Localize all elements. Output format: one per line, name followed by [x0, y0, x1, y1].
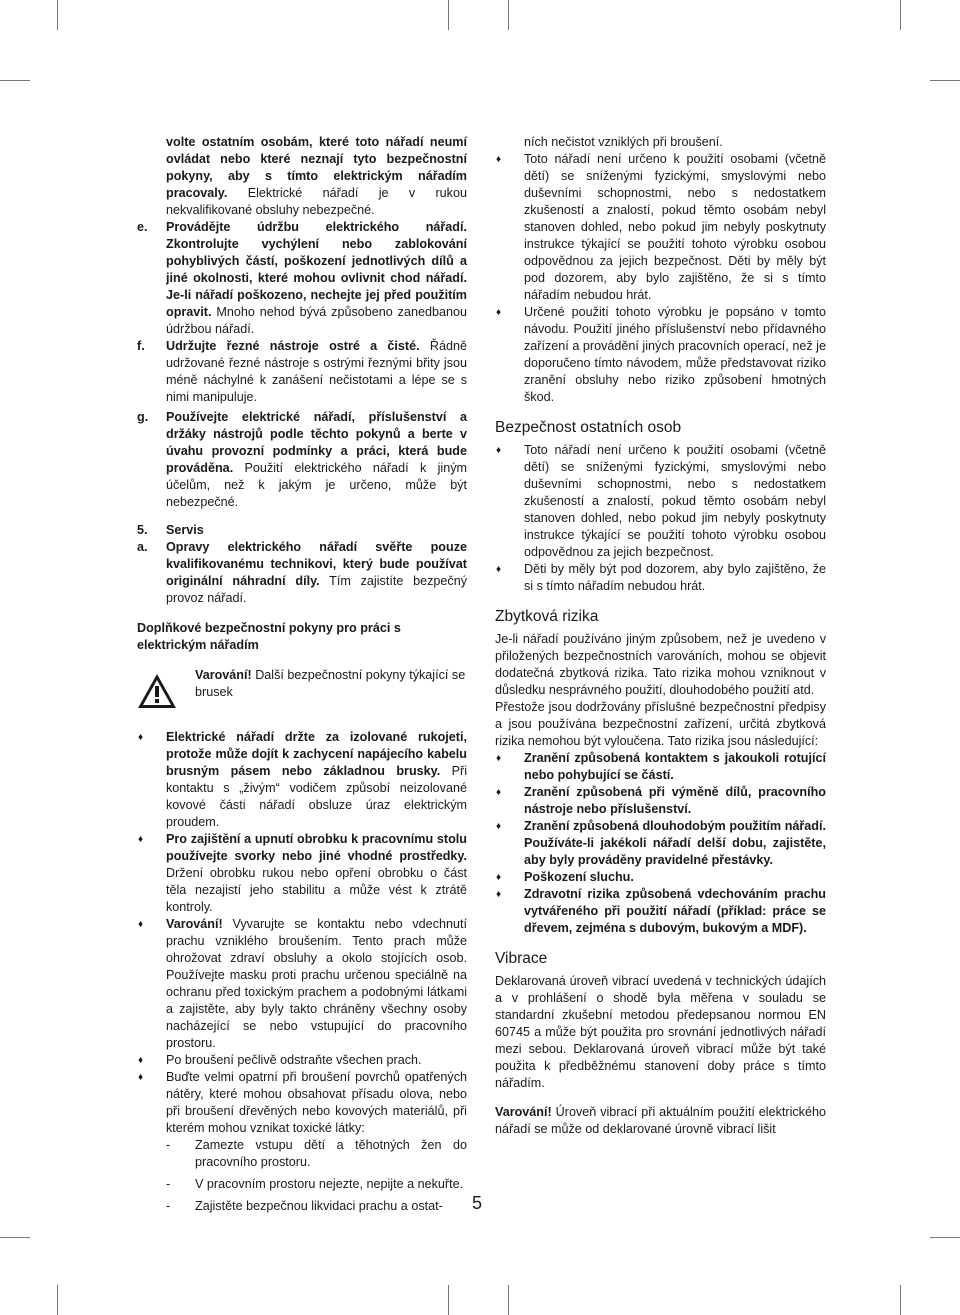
list-item-e [137, 219, 467, 338]
diamond-bullet-icon: ♦ [138, 834, 144, 845]
text-run: Varování! [195, 668, 252, 682]
bullet-item [495, 886, 826, 937]
bullet-item [495, 784, 826, 818]
bullet-item [495, 304, 826, 406]
bullet-item [137, 729, 467, 831]
warning-icon [137, 673, 177, 709]
crop-mark [0, 1237, 30, 1238]
dash-marker: - [166, 1199, 171, 1213]
section-servis [137, 522, 467, 539]
text-run: Po broušení pečlivě odstraňte všechen prach. [166, 1053, 422, 1067]
section-title: Servis [166, 523, 204, 537]
text-run: volte ostatním osobám, které toto nářadí neumí ovládat nebo které neznají tyto bezpečnostní pokyny, aby s tímto elektrickým nářadím pracovaly. [166, 135, 467, 200]
page-number: 5 [472, 1193, 483, 1213]
diamond-bullet-icon: ♦ [138, 1055, 144, 1066]
text-run: Tím zajistíte bezpečný provoz nářadí. [166, 574, 467, 605]
diamond-bullet-icon: ♦ [138, 919, 144, 930]
diamond-bullet-icon: ♦ [138, 732, 144, 743]
text-run: Toto nářadí není určeno k použití osobami (včetně dětí) se sníženými fyzickými, smyslovými nebo duševními schopnostmi, nebo s nedostatkem zkušeností a znalostí, pokud těmto osobám nebyl stanoven dohled, nebo pokud jim nebyly poskytnuty instrukce týkající se použití tohoto výrobku osobou odpovědnou za jejich bezpečnost. [524, 443, 826, 559]
text-run: Zranění způsobená při výměně dílů, pracovního nástroje nebo příslušenství. [524, 785, 826, 816]
crop-mark [508, 0, 509, 30]
text-run: Držení obrobku rukou nebo opření obrobku o část těla nezajistí jeho stabilitu a může vést k ztrátě kontroly. [166, 866, 467, 914]
bullet-item [495, 818, 826, 869]
paragraph: Deklarovaná úroveň vibrací uvedená v technických údajích a v prohlášení o shodě byla měřena v souladu se standardní zkušební metodou předepsanou normou EN 60745 a může být použita pro srovnání jednotlivých nářadí mezi sebou. Deklarovaná úroveň vibrací může být také použita k předběžnému stanovení doby práce s tímto nářadím. [495, 974, 826, 1090]
text-run: Úroveň vibrací při aktuálním použití elektrického nářadí se může od deklarované úrovně vibrací lišit [495, 1105, 826, 1136]
crop-mark [57, 0, 58, 30]
text-run: Děti by měly být pod dozorem, aby bylo zajištěno, že si s tímto nářadím nebudou hrát. [524, 562, 826, 593]
text-run: Udržujte řezné nástroje ostré a čisté. [166, 339, 420, 353]
text-run: Zranění způsobená dlouhodobým použitím nářadí. Používáte-li jakékoli nářadí delší dobu, zajistěte, aby byly prováděny pravidelné přestávky. [524, 819, 826, 867]
item-marker: f. [137, 339, 145, 353]
text-run: V pracovním prostoru nejezte, nepijte a nekuřte. [195, 1177, 464, 1191]
crop-mark [508, 1285, 509, 1315]
text-run: Určené použití tohoto výrobku je popsáno v tomto návodu. Použití jiného příslušenství nebo přídavného zařízení a provádění jiných pracovních operací, než je doporučeno tímto návodem, může představovat riziko zranění obsluhy nebo riziko způsobení hmotných škod. [524, 305, 826, 404]
list-item-g [137, 409, 467, 511]
text-run: Toto nářadí není určeno k použití osobami (včetně dětí) se sníženými fyzickými, smyslovými nebo duševními schopnostmi, nebo s nedostatkem zkušeností a znalostí, pokud těmto osobám nebyl stanoven dohled, nebo pokud jim nebyly poskytnuty instrukce týkající se použití tohoto výrobku osobou odpovědnou za jejich bezpečnost. Děti by měly být pod dozorem, aby bylo zajištěno, že si s tímto nářadím nebudou hrát. [524, 152, 826, 302]
crop-mark [930, 80, 960, 81]
text-run: Zranění způsobená kontaktem s jakoukoli rotující nebo pohybující se částí. [524, 751, 826, 782]
diamond-bullet-icon: ♦ [496, 872, 502, 883]
bullet-item [495, 561, 826, 595]
text-run: Zajistěte bezpečnou likvidaci prachu a ostat- [195, 1199, 443, 1213]
section-number: 5. [137, 523, 148, 537]
item-marker: e. [137, 220, 148, 234]
continued-item [137, 134, 467, 219]
continued-text: ních nečistot vzniklých při broušení. [524, 135, 723, 149]
bullet-item [495, 151, 826, 304]
text-run: Elektrické nářadí držte za izolované rukojeti, protože může dojít k zachycení napájecího kabelu brusným pásem nebo základnou brusky. [166, 730, 467, 778]
diamond-bullet-icon: ♦ [496, 889, 502, 900]
text-run: Při kontaktu s „živým“ vodičem způsobí neizolované kovové části nářadí obsluze úraz elektrickým proudem. [166, 764, 468, 829]
list-item-f [137, 338, 467, 406]
text-run: Poškození sluchu. [524, 870, 634, 884]
bullet-item [137, 831, 467, 916]
text-run: Elektrické nářadí je v rukou nekvalifikované obsluhy nebezpečné. [166, 186, 467, 217]
text-run: Vyvarujte se kontaktu nebo vdechnutí prachu vzniklého broušením. Tento prach může ohrožovat zdraví obsluhy a okolo stojících osob. Používejte masku proti prachu určenou speciálně na ochranu před toxickým prachem a podobnými látkami a zajistěte, aby byly takto chráněny všechny osoby nacházející se nebo vstupující do pracovního prostoru. [166, 917, 467, 1050]
crop-mark [57, 1285, 58, 1315]
text-run: Zdravotní rizika způsobená vdechováním prachu vytvářeného při použití nářadí (příklad: práce se dřevem, zejména s dubovým, bukovým a MDF). [524, 887, 826, 935]
text-run: Mnoho nehod bývá způsobeno zanedbanou údržbou nářadí. [166, 305, 467, 336]
bullet-item [495, 750, 826, 784]
diamond-bullet-icon: ♦ [496, 307, 502, 318]
crop-mark [900, 0, 901, 30]
item-marker: a. [137, 540, 148, 554]
list-item-a [137, 539, 467, 607]
text-run: Varování! [495, 1105, 552, 1119]
diamond-bullet-icon: ♦ [496, 154, 502, 165]
text-run: Provádějte údržbu elektrického nářadí. Zkontrolujte vychýlení nebo zablokování pohyblivých částí, poškození jednotlivých dílů a jiné okolnosti, které mohou ovlivnit chod nářadí. Je-li nářadí poškozeno, nechejte jej před použitím opravit. [166, 220, 467, 319]
crop-mark [0, 80, 30, 81]
text-run: Další bezpečnostní pokyny týkající se brusek [195, 668, 466, 699]
dash-item [137, 1176, 467, 1193]
vibration-warning [495, 1104, 826, 1138]
text-run: Používejte elektrické nářadí, příslušenství a držáky nástrojů podle těchto pokynů a berte v úvahu provozní podmínky a práci, která bude prováděna. [166, 410, 467, 475]
text-run: Řádně udržované řezné nástroje s ostrými řeznými břity jsou méně náchylné k zanášení nečistotami a lépe se s nimi manipuluje. [166, 339, 467, 404]
bullet-item [137, 916, 467, 1052]
diamond-bullet-icon: ♦ [496, 445, 502, 456]
text-run: Použití elektrického nářadí k jiným účelům, než k jakým je určeno, může být nebezpečné. [166, 461, 467, 509]
text-run: Zamezte vstupu dětí a těhotných žen do pracovního prostoru. [195, 1138, 467, 1169]
crop-mark [448, 1285, 449, 1315]
dash-item [137, 1137, 467, 1171]
paragraph: Je-li nářadí používáno jiným způsobem, než je uvedeno v přiložených bezpečnostních varováních, mohou se objevit dodatečná zbytková rizika. Tato rizika mohou vzniknout v důsledku nesprávného použití, dlouhodobého použití atd. [495, 632, 826, 697]
text-run: Opravy elektrického nářadí svěřte pouze kvalifikovanému technikovi, který bude používat originální náhradní díly. [166, 540, 467, 588]
right-column [495, 134, 826, 1138]
dash-marker: - [166, 1177, 171, 1191]
heading-zbytkova-rizika: Zbytková rizika [495, 608, 599, 625]
bullet-item [137, 1069, 467, 1137]
text-run: Varování! [166, 917, 223, 931]
crop-mark [448, 0, 449, 30]
item-marker: g. [137, 410, 149, 424]
crop-mark [900, 1285, 901, 1315]
bullet-item [495, 442, 826, 561]
paragraph: Přestože jsou dodržovány příslušné bezpečnostní předpisy a jsou používána bezpečnostní zařízení, určitá zbytková rizika nemohou být vyloučena. Tato rizika jsou následující: [495, 700, 826, 748]
bullet-item [137, 1052, 467, 1069]
dash-marker: - [166, 1138, 171, 1152]
left-column [137, 134, 467, 1215]
diamond-bullet-icon: ♦ [496, 821, 502, 832]
warning-block [137, 667, 467, 715]
heading-additional-safety: Doplňkové bezpečnostní pokyny pro práci s elektrickým nářadím [137, 621, 401, 652]
text-run: Buďte velmi opatrní při broušení povrchů opatřených nátěry, které mohou obsahovat přísadu olova, nebo při broušení dřevěných nebo kovových materiálů, při kterém mohou vznikat toxické látky: [166, 1070, 467, 1135]
crop-mark [930, 1237, 960, 1238]
text-run: Pro zajištění a upnutí obrobku k pracovnímu stolu používejte svorky nebo jiné vhodné prostředky. [166, 832, 467, 863]
diamond-bullet-icon: ♦ [496, 753, 502, 764]
diamond-bullet-icon: ♦ [496, 787, 502, 798]
heading-bezpecnost: Bezpečnost ostatních osob [495, 419, 682, 436]
diamond-bullet-icon: ♦ [138, 1072, 144, 1083]
dash-item [137, 1198, 467, 1215]
diamond-bullet-icon: ♦ [496, 564, 502, 575]
heading-vibrace: Vibrace [495, 950, 548, 967]
bullet-item [495, 869, 826, 886]
